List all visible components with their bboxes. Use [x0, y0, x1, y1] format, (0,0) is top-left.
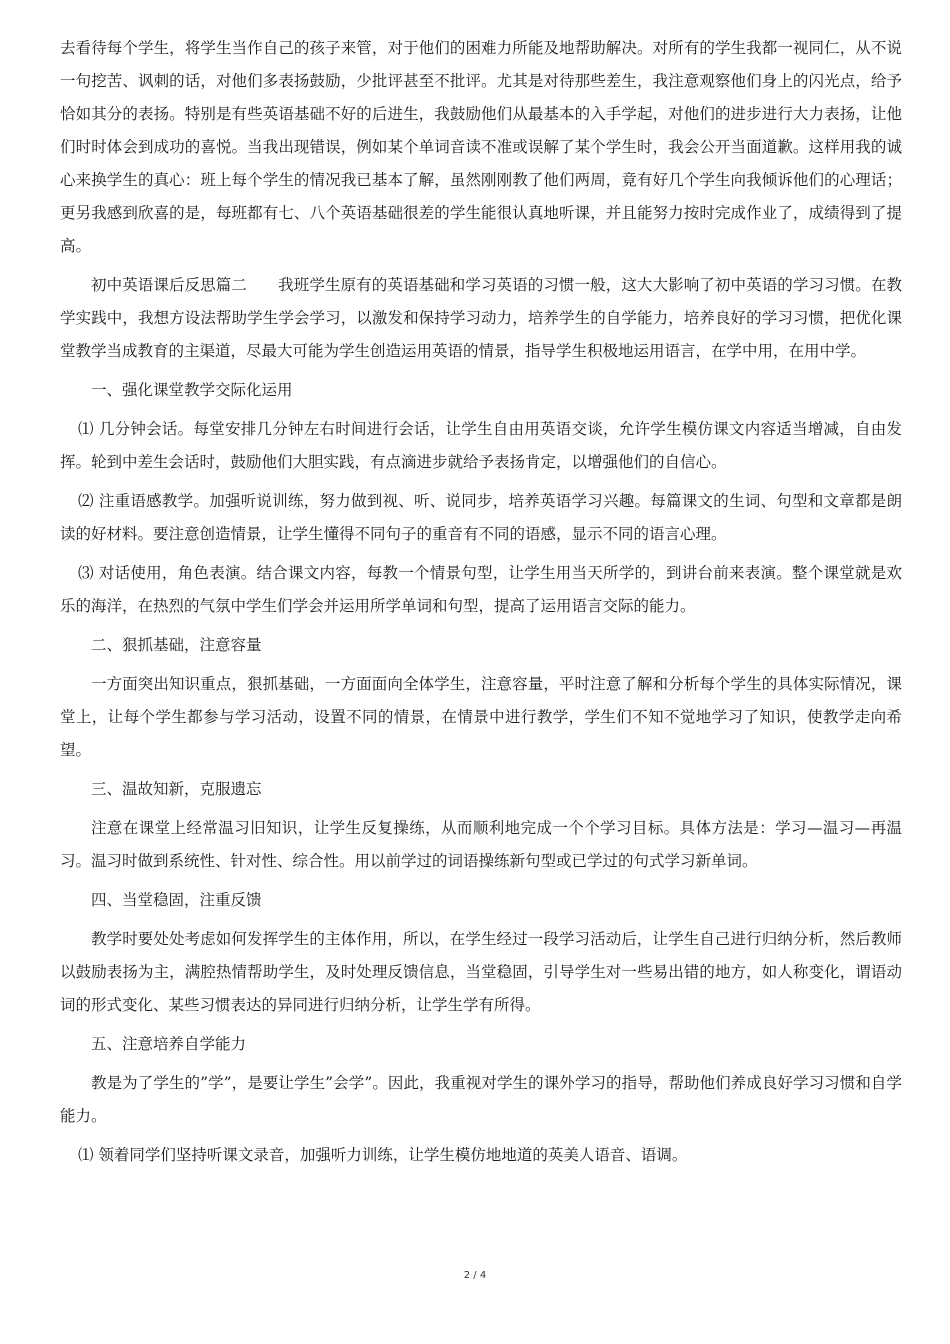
paragraph-self-study: 教是为了学生的”学”，是要让学生”会学”。因此，我重视对学生的课外学习的指导，帮助他们养成良好学习习惯和自学能力。: [60, 1074, 902, 1125]
page-number: 2 / 4: [463, 1270, 487, 1281]
heading-3: 三、温故知新，克服遗忘: [91, 780, 262, 798]
paragraph-review: 注意在课堂上经常温习旧知识，让学生反复操练，从而顺利地完成一个个学习目标。具体方法是：学习—温习—再温习。温习时做到系统性、针对性、综合性。用以前学过的词语操练新句型或已学过的句式学习新单词。: [60, 819, 902, 870]
heading-1: 一、强化课堂教学交际化运用: [91, 381, 293, 399]
paragraph-section-two-intro: 初中英语课后反思篇二 我班学生原有的英语基础和学习英语的习惯一般，这大大影响了初中英语的学习习惯。在教学实践中，我想方设法帮助学生学会学习，以激发和保持学习动力，培养学生的自学能力，培养良好的学习习惯，把优化课堂教学当成教育的主渠道，尽最大可能为学生创造运用英语的情景，指导学生积极地运用语言，在学中用，在用中学。: [60, 276, 902, 360]
heading-4: 四、当堂稳固，注重反馈: [91, 891, 262, 909]
heading-2: 二、狠抓基础，注意容量: [91, 636, 262, 654]
list-item-1: ⑴ 几分钟会话。每堂安排几分钟左右时间进行会话，让学生自由用英语交谈，允许学生模仿课文内容适当增减，自由发挥。轮到中差生会话时，鼓励他们大胆实践，有点滴进步就给予表扬肯定，以增强他们的自信心。: [60, 420, 902, 471]
heading-5: 五、注意培养自学能力: [91, 1035, 247, 1053]
paragraph-continuation: 去看待每个学生，将学生当作自己的孩子来管，对于他们的困难力所能及地帮助解决。对所有的学生我都一视同仁，从不说一句挖苦、讽刺的话，对他们多表扬鼓励，少批评甚至不批评。尤其是对待那些差生，我注意观察他们身上的闪光点，给予恰如其分的表扬。特别是有些英语基础不好的后进生，我鼓励他们从最基本的入手学起，对他们的进步进行大力表扬，让他们时时体会到成功的喜悦。当我出现错误，例如某个单词音读不准或误解了某个学生时，我会公开当面道歉。这样用我的诚心来换学生的真心：班上每个学生的情况我已基本了解，虽然刚刚教了他们两周，竟有好几个学生向我倾诉他们的心理话；更另我感到欣喜的是，每班都有七、八个英语基础很差的学生能很认真地听课，并且能努力按时完成作业了，成绩得到了提高。: [60, 39, 902, 255]
paragraph-basics: 一方面突出知识重点，狠抓基础，一方面面向全体学生，注意容量，平时注意了解和分析每个学生的具体实际情况，课堂上，让每个学生都参与学习活动，设置不同的情景，在情景中进行教学，学生们不知不觉地学习了知识，使教学走向希望。: [60, 675, 902, 759]
list-item-3: ⑶ 对话使用，角色表演。结合课文内容，每教一个情景句型，让学生用当天所学的，到讲台前来表演。整个课堂就是欢乐的海洋，在热烈的气氛中学生们学会并运用所学单词和句型，提高了运用语言交际的能力。: [60, 564, 902, 615]
list-item-self-study-1: ⑴ 领着同学们坚持听课文录音，加强听力训练，让学生模仿地地道的英美人语音、语调。: [78, 1146, 688, 1164]
document-body: [60, 32, 902, 1178]
paragraph-feedback: 教学时要处处考虑如何发挥学生的主体作用，所以，在学生经过一段学习活动后，让学生自己进行归纳分析，然后教师以鼓励表扬为主，满腔热情帮助学生，及时处理反馈信息，当堂稳固，引导学生对一些易出错的地方，如人称变化，谓语动词的形式变化、某些习惯表达的异同进行归纳分析，让学生学有所得。: [60, 930, 902, 1014]
list-item-2: ⑵ 注重语感教学。加强听说训练，努力做到视、听、说同步，培养英语学习兴趣。每篇课文的生词、句型和文章都是朗读的好材料。要注意创造情景，让学生懂得不同句子的重音有不同的语感，显示不同的语言心理。: [60, 492, 902, 543]
